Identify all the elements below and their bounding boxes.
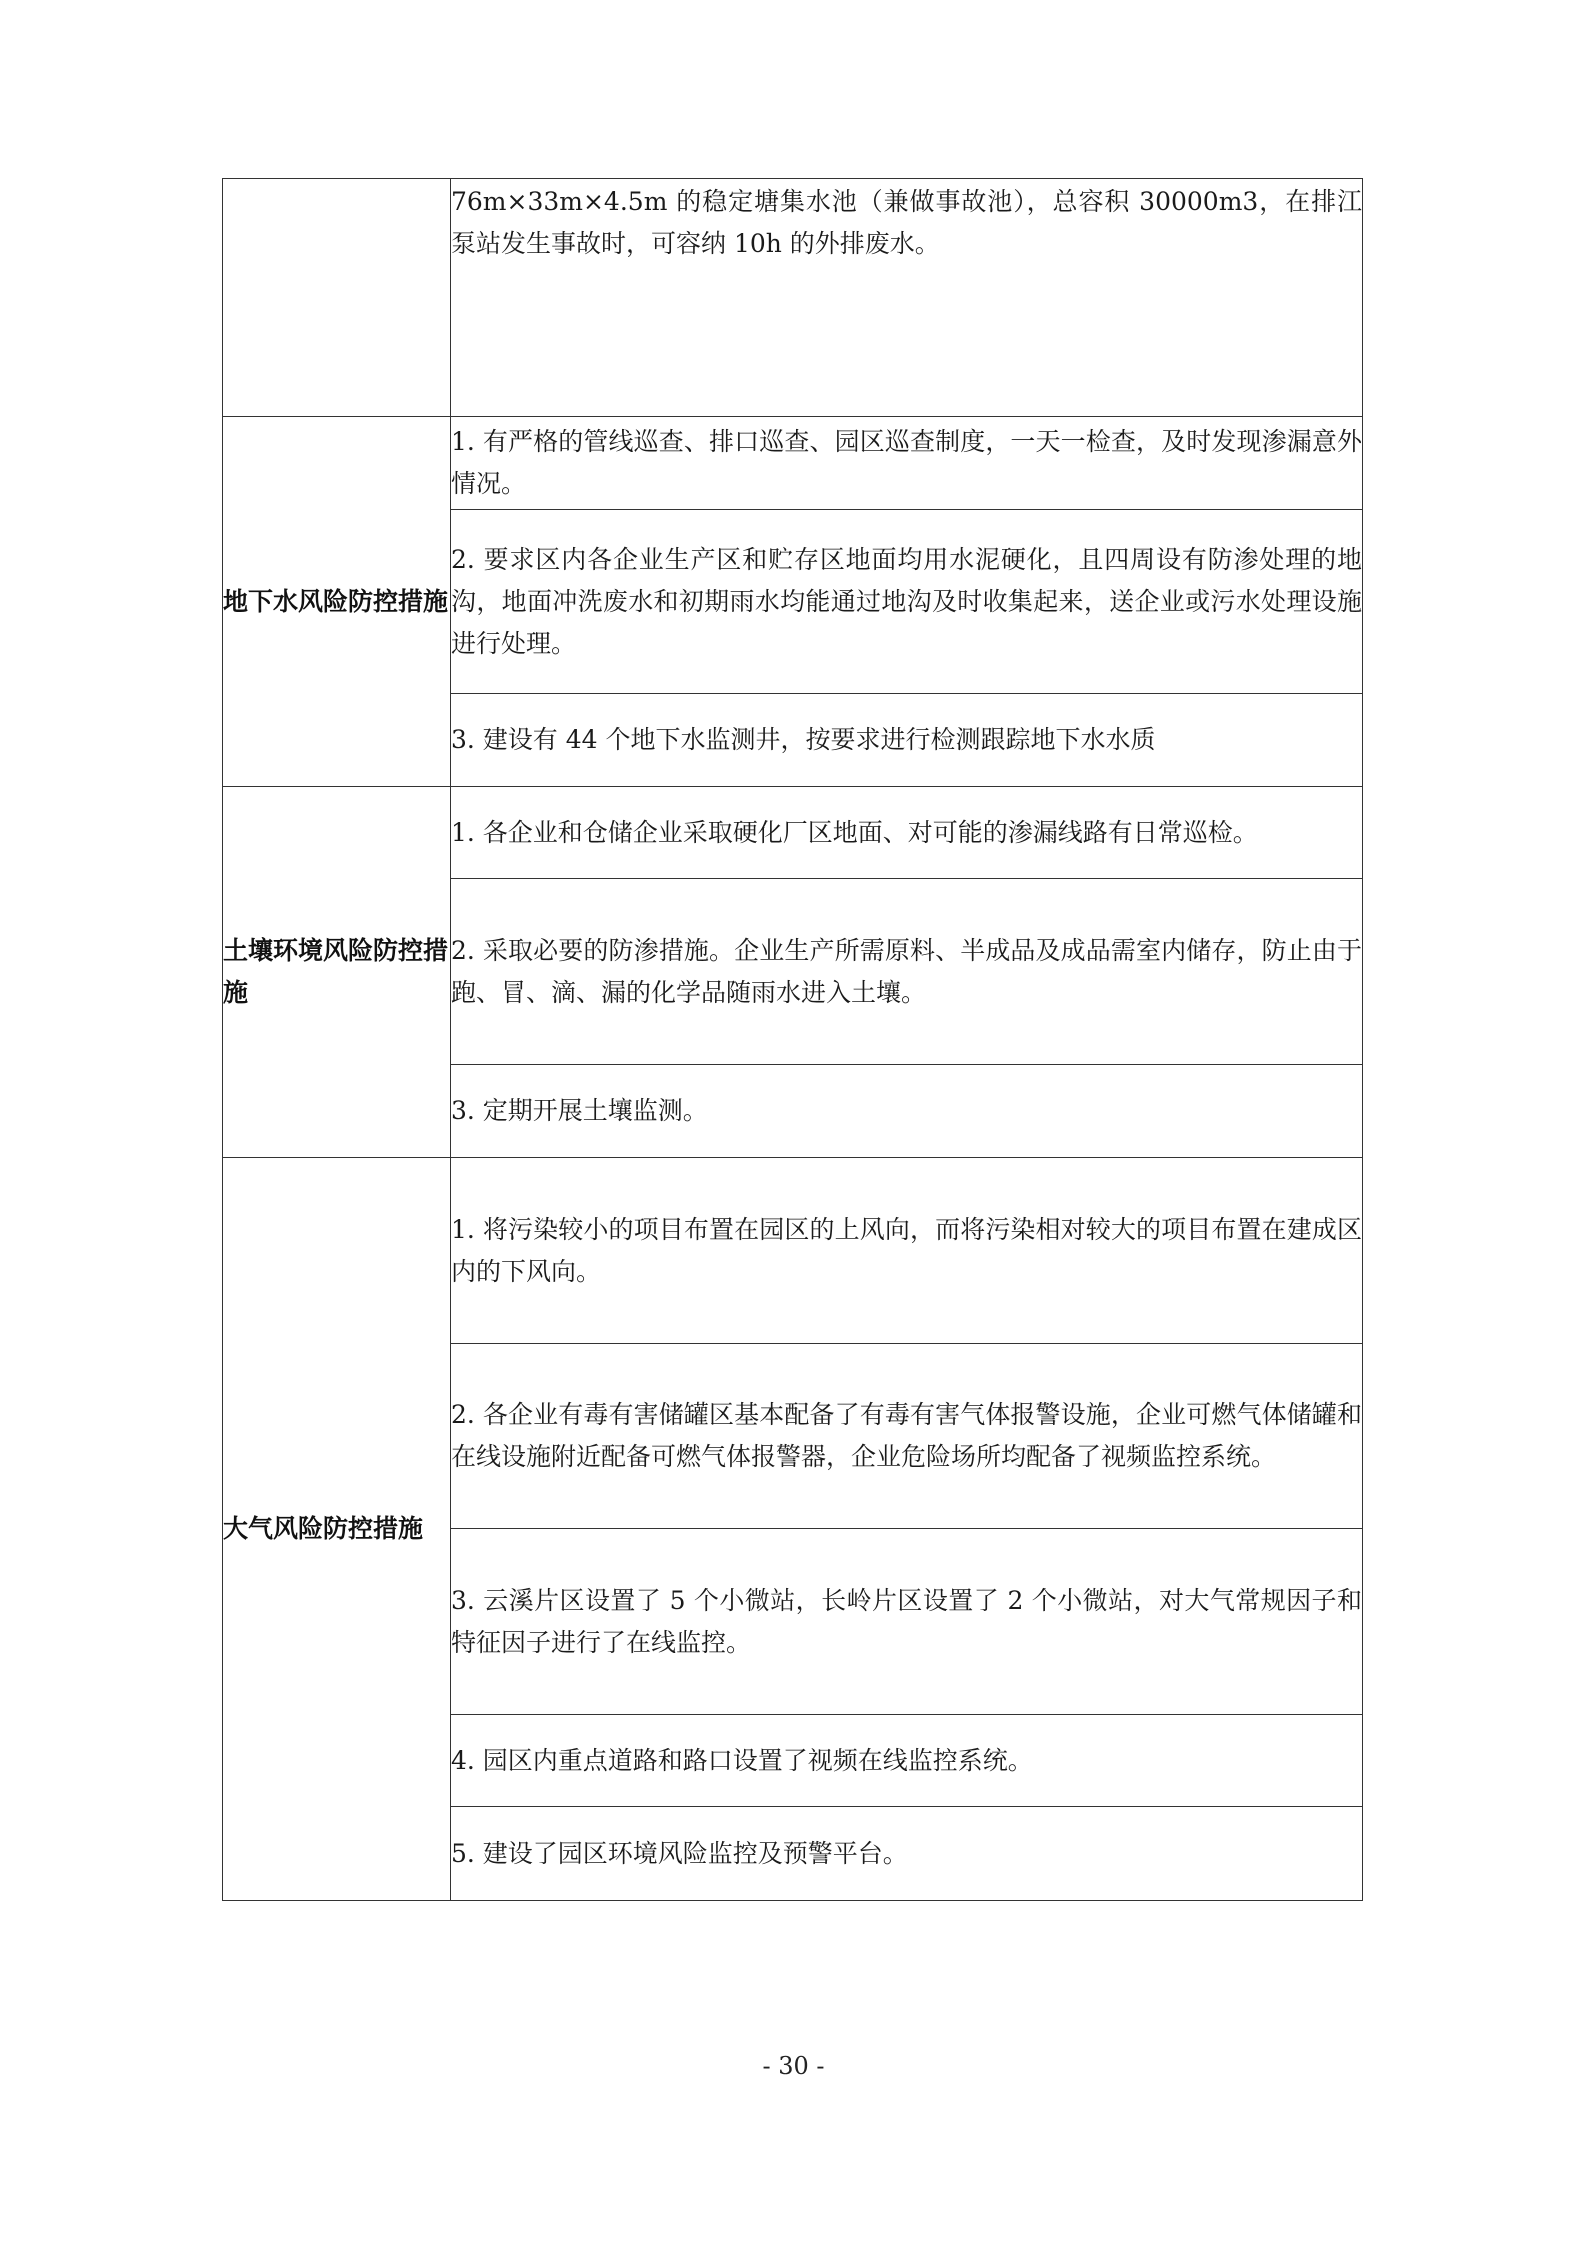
- category-cell-air: [223, 1158, 451, 1901]
- category-label: 土壤环境风险防控措施: [223, 936, 449, 1007]
- measure-text: 2. 各企业有毒有害储罐区基本配备了有毒有害气体报警设施，企业可燃气体储罐和在线设施附近配备可燃气体报警器，企业危险场所均配备了视频监控系统。: [451, 1400, 1362, 1471]
- measure-cell: [451, 1529, 1363, 1715]
- measure-text: 5. 建设了园区环境风险监控及预警平台。: [451, 1838, 908, 1868]
- measure-cell: [451, 1715, 1363, 1807]
- measure-text: 2. 要求区内各企业生产区和贮存区地面均用水泥硬化，且四周设有防渗处理的地沟，地面冲洗废水和初期雨水均能通过地沟及时收集起来，送企业或污水处理设施进行处理。: [451, 544, 1362, 658]
- measure-text: 3. 云溪片区设置了 5 个小微站，长岭片区设置了 2 个小微站，对大气常规因子和特征因子进行了在线监控。: [451, 1585, 1362, 1657]
- measure-cell: [451, 787, 1363, 879]
- measure-cell: [451, 694, 1363, 787]
- measure-cell: [451, 1158, 1363, 1344]
- measure-cell: [451, 879, 1363, 1065]
- measure-cell: [451, 1065, 1363, 1158]
- category-cell-groundwater: [223, 417, 451, 787]
- category-label: 地下水风险防控措施: [223, 586, 449, 616]
- category-cell-empty: [223, 179, 451, 417]
- measure-cell: [451, 417, 1363, 510]
- measure-text: 76m×33m×4.5m 的稳定塘集水池（兼做事故池），总容积 30000m3，在排江泵站发生事故时，可容纳 10h 的外排废水。: [451, 187, 1362, 258]
- category-label: 大气风险防控措施: [223, 1514, 424, 1543]
- table-row: [223, 1158, 1363, 1344]
- measure-text: 1. 有严格的管线巡查、排口巡查、园区巡查制度，一天一检查，及时发现渗漏意外情况。: [451, 427, 1362, 498]
- measure-text: 1. 各企业和仓储企业采取硬化厂区地面、对可能的渗漏线路有日常巡检。: [451, 817, 1258, 847]
- measure-text: 3. 定期开展土壤监测。: [451, 1096, 708, 1125]
- table-row: [223, 417, 1363, 510]
- table-row: [223, 179, 1363, 417]
- table-row: [223, 787, 1363, 879]
- category-cell-soil: [223, 787, 451, 1158]
- measure-cell: [451, 1807, 1363, 1901]
- measure-text: 2. 采取必要的防渗措施。企业生产所需原料、半成品及成品需室内储存，防止由于跑、冒、滴、漏的化学品随雨水进入土壤。: [451, 935, 1362, 1007]
- measure-text: 1. 将污染较小的项目布置在园区的上风向，而将污染相对较大的项目布置在建成区内的下风向。: [451, 1214, 1362, 1286]
- page-number: - 30 -: [762, 2052, 825, 2080]
- measure-text: 3. 建设有 44 个地下水监测井，按要求进行检测跟踪地下水水质: [451, 725, 1156, 754]
- risk-control-table: [222, 178, 1363, 1901]
- measure-cell: [451, 1344, 1363, 1529]
- measure-text: 4. 园区内重点道路和路口设置了视频在线监控系统。: [451, 1745, 1033, 1775]
- measure-cell: [451, 179, 1363, 417]
- measure-cell: [451, 510, 1363, 694]
